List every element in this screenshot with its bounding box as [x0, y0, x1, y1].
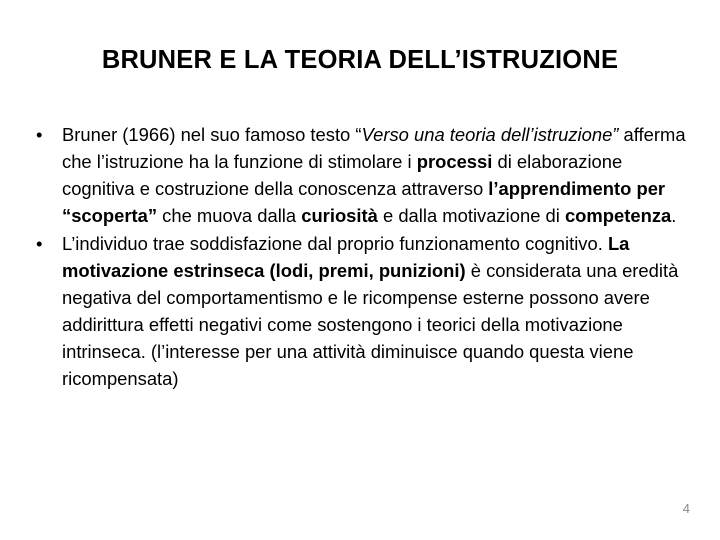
bullet-marker-icon: • [36, 233, 43, 255]
page-number: 4 [682, 501, 690, 516]
bullet-text-1 [62, 122, 696, 229]
text-segment: . [671, 204, 677, 226]
bullet-marker-icon: • [36, 124, 43, 145]
text-segment: di elaborazione cognitiva e costruzione della conoscenza attraverso [62, 150, 623, 199]
text-segment: e dalla motivazione di [377, 204, 565, 226]
text-segment: che muova dalla [157, 204, 302, 226]
text-segment: Bruner (1966) nel suo famoso testo “ [62, 124, 362, 145]
list-item [36, 122, 696, 229]
list-item [36, 231, 696, 392]
text-segment-bold: curiosità [301, 204, 378, 226]
text-segment: è considerata una eredità negativa del comportamentismo e le ricompense esterne possono avere addirittura effetti negativi come sostengono i teorici della motivazione intrinseca. (l’interesse per una attività diminuisce quando questa viene ricompensata) [62, 260, 679, 389]
text-segment-bold: competenza [564, 204, 672, 226]
text-segment-italic: Verso una teoria dell’istruzione” [361, 124, 619, 145]
slide-title: BRUNER E LA TEORIA DELL’ISTRUZIONE [101, 46, 619, 74]
text-segment: afferma che l’istruzione ha la funzione di stimolare i [62, 124, 686, 172]
slide-body [36, 122, 696, 395]
text-segment: L’individuo trae soddisfazione dal proprio funzionamento cognitivo. [62, 233, 608, 255]
bullet-text-2 [62, 231, 696, 392]
text-segment-bold: l’apprendimento per “scoperta” [62, 177, 666, 226]
text-segment-bold: processi [416, 150, 493, 172]
text-segment-bold: La motivazione estrinseca (lodi, premi, punizioni) [62, 233, 630, 282]
